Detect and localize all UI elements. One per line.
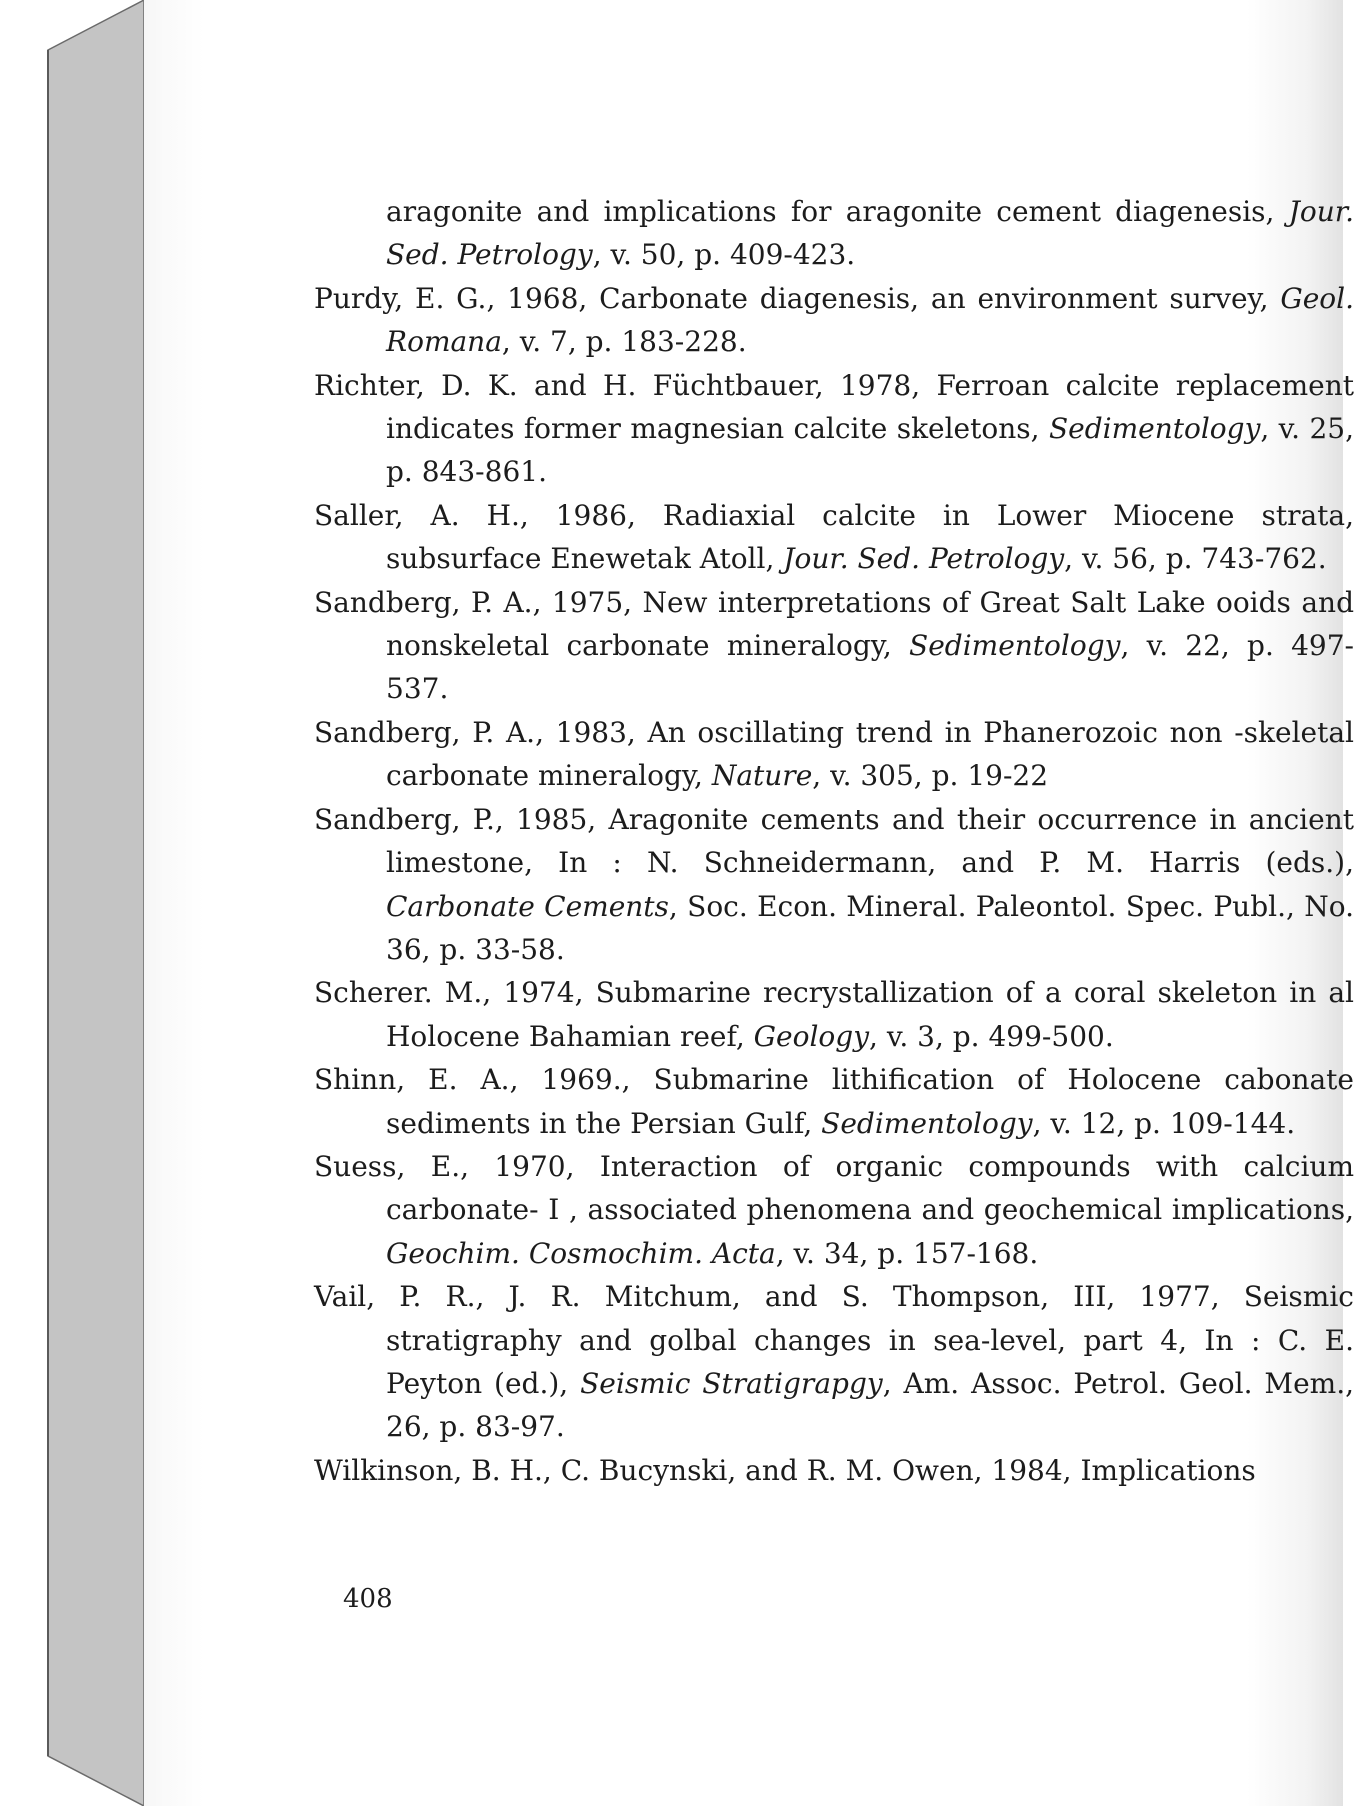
reference-text: aragonite and implications for aragonite cement diagenesis, (386, 195, 1275, 228)
reference-entry (314, 364, 1354, 494)
reference-entry (314, 971, 1354, 1058)
reference-entry (314, 494, 1354, 581)
reference-journal: Jour. Sed. Petrology (386, 195, 1354, 272)
reference-journal: Geology (753, 1019, 870, 1053)
reference-details: , v. 12, p. 109-144. (1032, 1106, 1296, 1140)
reference-details: , v. 50, p. 409-423. (592, 238, 856, 272)
reference-text: Sandberg, P., 1985, Aragonite cements and their occurrence in ancient limestone, In : N. Schneidermann, and P. M. Harris (eds.), (314, 802, 1354, 880)
reference-text: Suess, E., 1970, Interaction of organic compounds with calcium carbonate- I , associated phenomena and geochemical implications, (314, 1149, 1354, 1227)
reference-entry (314, 1449, 1354, 1492)
book-page (144, 0, 1354, 1806)
reference-details: , v. 305, p. 19-22 (812, 759, 1049, 793)
reference-details: , Am. Assoc. Petrol. Geol. Mem., 26, p. 83-97. (386, 1366, 1354, 1444)
reference-journal: Nature (711, 759, 813, 793)
reference-journal: Seismic Stratigrapgy (580, 1366, 883, 1400)
reference-details: , v. 7, p. 183-228. (501, 325, 747, 359)
reference-details: , v. 3, p. 499-500. (869, 1019, 1114, 1053)
reference-details: , v. 34, p. 157-168. (775, 1236, 1039, 1270)
reference-text: Sandberg, P. A., 1983, An oscillating trend in Phanerozoic non -skeletal carbonate mineralogy, (314, 715, 1354, 793)
reference-entry (314, 1275, 1354, 1449)
reference-text: Wilkinson, B. H., C. Bucynski, and R. M. Owen, 1984, Implications (314, 1453, 1256, 1487)
reference-journal: Sedimentology (909, 629, 1121, 663)
reference-journal: Geol. Romana (386, 281, 1354, 359)
reference-entry (314, 190, 1354, 277)
reference-journal: Jour. Sed. Petrology (783, 542, 1065, 576)
reference-entry (314, 711, 1354, 798)
reference-entry (314, 1058, 1354, 1145)
reference-details: , v. 25, p. 843-861. (386, 412, 1354, 489)
reference-details: , Soc. Econ. Mineral. Paleontol. Spec. Publ., No. 36, p. 33-58. (386, 889, 1354, 966)
reference-text: Scherer. M., 1974, Submarine recrystallization of a coral skeleton in al Holocene Bahamian reef, (314, 976, 1354, 1053)
reference-text: Shinn, E. A., 1969., Submarine lithification of Holocene cabonate sediments in the Persian Gulf, (314, 1063, 1354, 1140)
reference-text: Sandberg, P. A., 1975, New interpretations of Great Salt Lake ooids and nonskeletal carbonate mineralogy, (314, 585, 1354, 663)
reference-details: , v. 22, p. 497-537. (386, 629, 1354, 706)
reference-journal: Geochim. Cosmochim. Acta (386, 1236, 776, 1270)
page-number: 408 (343, 1584, 393, 1614)
reference-entry (314, 581, 1354, 711)
reference-list (314, 190, 1354, 1492)
reference-text: Vail, P. R., J. R. Mitchum, and S. Thompson, III, 1977, Seismic stratigraphy and golbal changes in sea-level, part 4, In : C. E. Peyton (ed.), (314, 1280, 1354, 1400)
reference-text: Saller, A. H., 1986, Radiaxial calcite in Lower Miocene strata, subsurface Enewetak Atoll, (314, 498, 1354, 576)
reference-text: Richter, D. K. and H. Füchtbauer, 1978, Ferroan calcite replacement indicates former magnesian calcite skeletons, (314, 368, 1354, 446)
reference-entry (314, 277, 1354, 364)
book-spine (48, 0, 144, 1806)
reference-details: , v. 56, p. 743-762. (1064, 542, 1327, 576)
reference-entry (314, 1145, 1354, 1275)
reference-text: Purdy, E. G., 1968, Carbonate diagenesis, an environment survey, (314, 281, 1281, 315)
reference-journal: Sedimentology (1048, 412, 1261, 446)
reference-journal: Carbonate Cements (386, 889, 669, 923)
reference-journal: Sedimentology (821, 1106, 1033, 1140)
reference-entry (314, 798, 1354, 972)
